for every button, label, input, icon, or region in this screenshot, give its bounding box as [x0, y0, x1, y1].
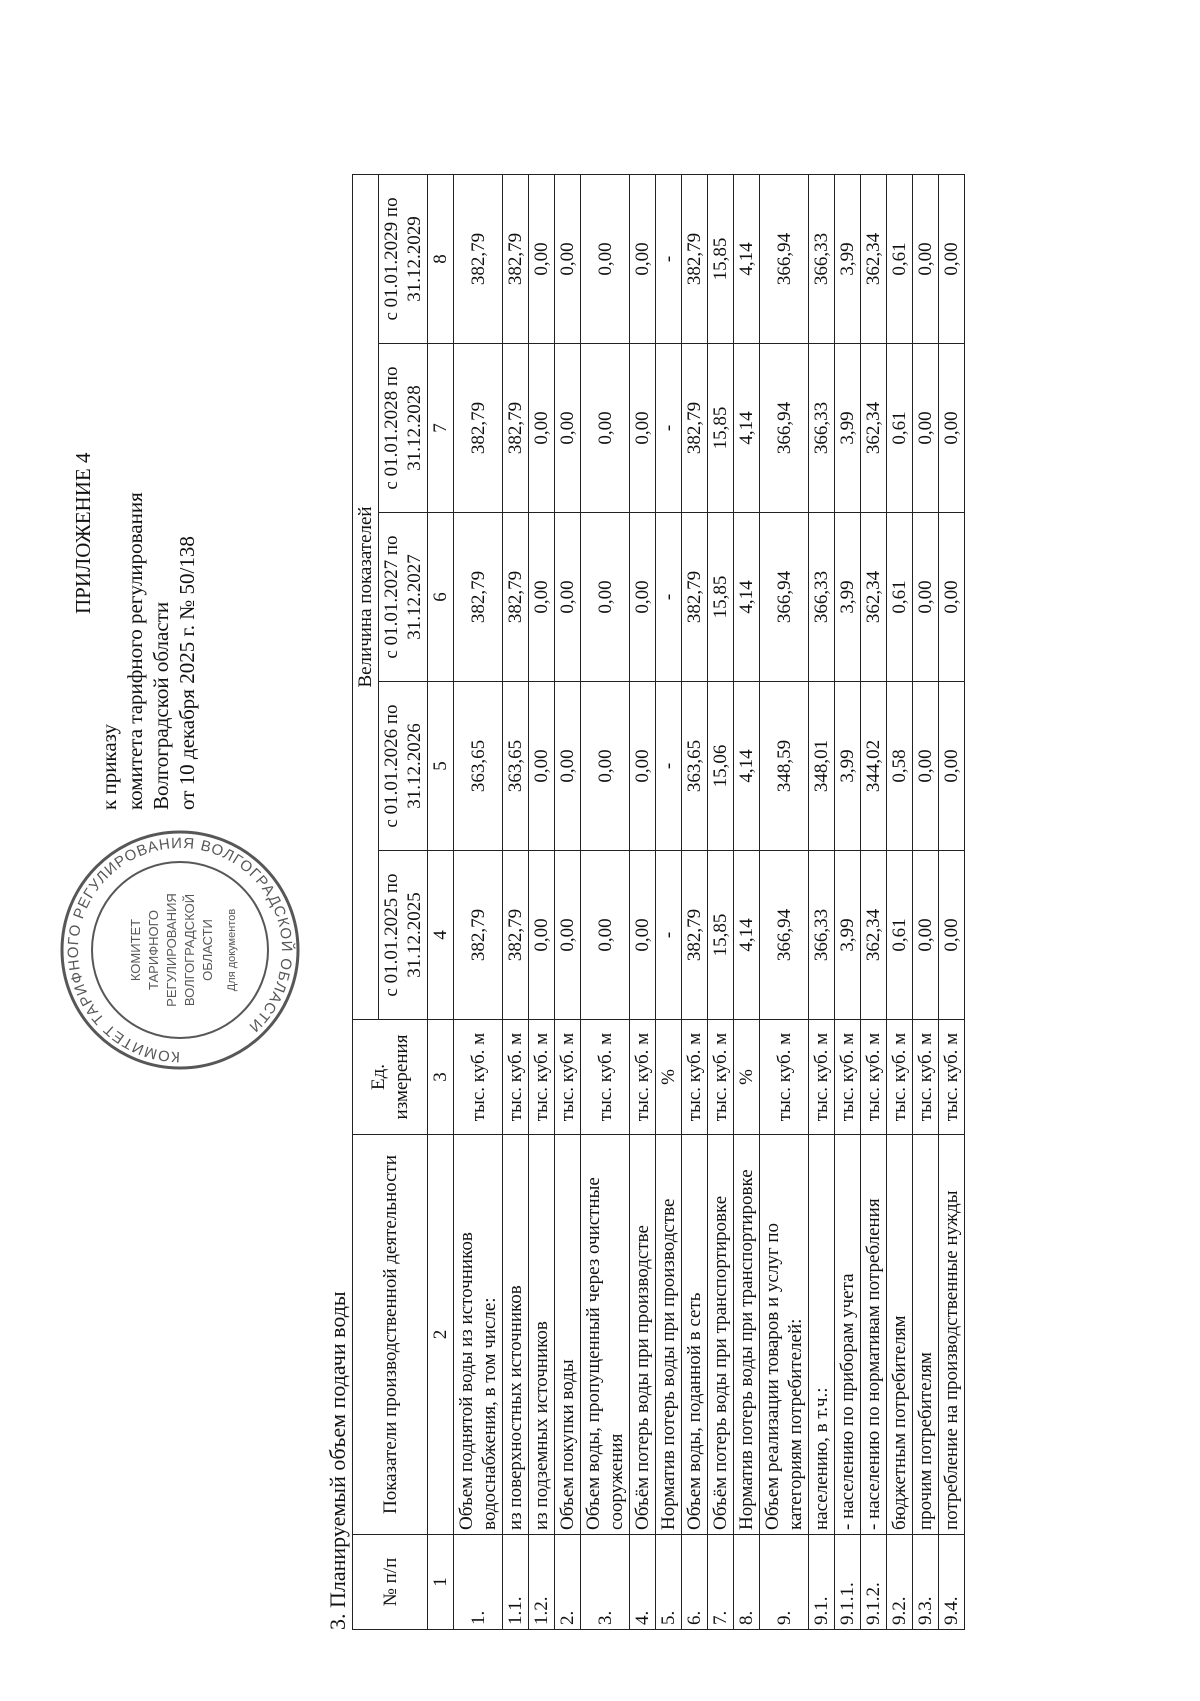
rotated-document-page — [45, 160, 1165, 1640]
row-value: 0,00 — [529, 174, 555, 343]
row-unit: тыс. куб. м — [708, 1020, 734, 1135]
row-value: 0,00 — [555, 344, 581, 513]
table-row — [708, 174, 734, 1629]
row-value: 348,01 — [809, 682, 835, 851]
row-value: 362,34 — [861, 851, 887, 1020]
row-value: 3,99 — [835, 174, 861, 343]
table-row — [835, 174, 861, 1629]
table-row — [555, 174, 581, 1629]
row-unit: тыс. куб. м — [581, 1020, 630, 1135]
row-value: 15,85 — [708, 344, 734, 513]
row-indicator-name: населению, в т.ч.: — [809, 1135, 835, 1535]
row-value: 362,34 — [861, 344, 887, 513]
row-number: 2. — [555, 1535, 581, 1630]
row-indicator-name: из подземных источников — [529, 1135, 555, 1535]
row-unit: % — [734, 1020, 760, 1135]
row-unit: тыс. куб. м — [760, 1020, 809, 1135]
table-row — [939, 174, 965, 1629]
row-value: 382,79 — [454, 513, 503, 682]
row-value: 0,00 — [630, 344, 656, 513]
row-indicator-name: Объем реализации товаров и услуг по категориям потребителей: — [760, 1135, 809, 1535]
row-value: 0,00 — [581, 513, 630, 682]
row-number: 1.1. — [503, 1535, 529, 1630]
appendix-header — [70, 190, 200, 810]
row-value: 0,00 — [581, 682, 630, 851]
row-number: 7. — [708, 1535, 734, 1630]
row-value: 0,00 — [913, 851, 939, 1020]
row-value: 0,00 — [630, 174, 656, 343]
row-unit: тыс. куб. м — [939, 1020, 965, 1135]
colnum-cell: 1 — [428, 1535, 454, 1630]
row-value: 3,99 — [835, 344, 861, 513]
row-number: 9.2. — [887, 1535, 913, 1630]
row-value: 4,14 — [734, 682, 760, 851]
seal-inner-line-5: ОБЛАСТИ — [200, 919, 215, 981]
row-value: 4,14 — [734, 174, 760, 343]
row-unit: тыс. куб. м — [503, 1020, 529, 1135]
row-number: 9.1.2. — [861, 1535, 887, 1630]
row-value: 0,61 — [887, 851, 913, 1020]
seal-inner-line-6: Для документов — [226, 908, 238, 992]
row-value: 0,00 — [913, 174, 939, 343]
row-number: 9.3. — [913, 1535, 939, 1630]
row-value: 0,00 — [529, 851, 555, 1020]
table-row — [760, 174, 809, 1629]
header-period-2028: с 01.01.2028 по 31.12.2028 — [379, 344, 428, 513]
row-number: 6. — [682, 1535, 708, 1630]
row-indicator-name: потребление на производственные нужды — [939, 1135, 965, 1535]
table-row — [581, 174, 630, 1629]
header-unit: Ед. измерения — [353, 1020, 428, 1135]
table-row — [682, 174, 708, 1629]
row-value: 366,94 — [760, 174, 809, 343]
colnum-cell: 3 — [428, 1020, 454, 1135]
row-value: 0,00 — [913, 513, 939, 682]
colnum-cell: 5 — [428, 682, 454, 851]
row-number: 1. — [454, 1535, 503, 1630]
row-value: 4,14 — [734, 851, 760, 1020]
row-value: 0,00 — [939, 344, 965, 513]
row-value: 0,00 — [529, 344, 555, 513]
row-value: 0,00 — [555, 851, 581, 1020]
row-value: 0,00 — [913, 682, 939, 851]
table-row — [529, 174, 555, 1629]
row-unit: тыс. куб. м — [529, 1020, 555, 1135]
row-value: 0,00 — [529, 513, 555, 682]
row-value: 382,79 — [682, 851, 708, 1020]
row-value: 0,00 — [529, 682, 555, 851]
row-value: 0,00 — [630, 682, 656, 851]
row-value: 363,65 — [682, 682, 708, 851]
row-value: 363,65 — [503, 682, 529, 851]
table-row — [503, 174, 529, 1629]
row-unit: тыс. куб. м — [861, 1020, 887, 1135]
row-indicator-name: Объем воды, поданной в сеть — [682, 1135, 708, 1535]
row-value: 15,06 — [708, 682, 734, 851]
column-number-row — [428, 174, 454, 1629]
row-value: 0,61 — [887, 344, 913, 513]
row-value: 362,34 — [861, 513, 887, 682]
row-indicator-name: из поверхностных источников — [503, 1135, 529, 1535]
appendix-line-3: Волгоградской области — [149, 601, 173, 810]
row-value: 366,33 — [809, 344, 835, 513]
row-value: 362,34 — [861, 174, 887, 343]
row-value: 0,00 — [555, 682, 581, 851]
seal-inner-line-1: КОМИТЕТ — [128, 918, 143, 982]
row-unit: % — [656, 1020, 682, 1135]
water-supply-table — [352, 174, 965, 1630]
section-title: 3. Планируемый объем подачи воды — [325, 1291, 350, 1630]
row-value: 382,79 — [503, 513, 529, 682]
row-unit: тыс. куб. м — [887, 1020, 913, 1135]
header-period-2025: с 01.01.2025 по 31.12.2025 — [379, 851, 428, 1020]
row-number: 9. — [760, 1535, 809, 1630]
row-value: 3,99 — [835, 682, 861, 851]
row-value: - — [656, 682, 682, 851]
seal-inner-line-2: ТАРИФНОГО — [146, 910, 161, 990]
table-row — [809, 174, 835, 1629]
row-unit: тыс. куб. м — [555, 1020, 581, 1135]
row-unit: тыс. куб. м — [913, 1020, 939, 1135]
table-row — [887, 174, 913, 1629]
row-value: 0,00 — [913, 344, 939, 513]
row-value: 382,79 — [454, 344, 503, 513]
header-period-2029: с 01.01.2029 по 31.12.2029 — [379, 174, 428, 343]
row-value: 0,61 — [887, 174, 913, 343]
seal-inner-line-3: РЕГУЛИРОВАНИЯ — [164, 893, 179, 1007]
row-value: 0,00 — [630, 851, 656, 1020]
row-value: 366,94 — [760, 513, 809, 682]
row-value: - — [656, 851, 682, 1020]
row-indicator-name: прочим потребителям — [913, 1135, 939, 1535]
row-value: 382,79 — [454, 174, 503, 343]
row-value: 15,85 — [708, 174, 734, 343]
header-num: № п/п — [353, 1535, 428, 1630]
row-value: 382,79 — [682, 513, 708, 682]
row-number: 1.2. — [529, 1535, 555, 1630]
row-value: 0,00 — [581, 174, 630, 343]
row-value: 382,79 — [682, 174, 708, 343]
row-value: 382,79 — [503, 344, 529, 513]
row-indicator-name: бюджетным потребителям — [887, 1135, 913, 1535]
row-indicator-name: Норматив потерь воды при производстве — [656, 1135, 682, 1535]
row-indicator-name: Объем воды, пропущенный через очистные сооружения — [581, 1135, 630, 1535]
appendix-line-1: к приказу — [97, 724, 121, 810]
row-indicator-name: - населению по нормативам потребления — [861, 1135, 887, 1535]
row-value: 366,94 — [760, 344, 809, 513]
table-row — [454, 174, 503, 1629]
row-value: 0,00 — [630, 513, 656, 682]
row-value: 0,00 — [939, 174, 965, 343]
row-unit: тыс. куб. м — [835, 1020, 861, 1135]
row-unit: тыс. куб. м — [630, 1020, 656, 1135]
row-number: 4. — [630, 1535, 656, 1630]
row-number: 9.4. — [939, 1535, 965, 1630]
row-value: 3,99 — [835, 851, 861, 1020]
appendix-line-2: комитета тарифного регулирования — [123, 492, 147, 810]
row-value: 0,00 — [939, 851, 965, 1020]
row-indicator-name: Объём потерь воды при производстве — [630, 1135, 656, 1535]
colnum-cell: 8 — [428, 174, 454, 343]
row-value: 0,00 — [939, 513, 965, 682]
row-value: 382,79 — [503, 174, 529, 343]
row-value: - — [656, 174, 682, 343]
row-value: 3,99 — [835, 513, 861, 682]
table-row — [913, 174, 939, 1629]
table-header-row — [353, 174, 379, 1629]
row-value: 366,33 — [809, 174, 835, 343]
seal-inner-line-4: ВОЛГОГРАДСКОЙ — [182, 893, 197, 1007]
table-row — [861, 174, 887, 1629]
table-row — [656, 174, 682, 1629]
row-value: 348,59 — [760, 682, 809, 851]
colnum-cell: 6 — [428, 513, 454, 682]
row-number: 8. — [734, 1535, 760, 1630]
row-number: 9.1.1. — [835, 1535, 861, 1630]
header-indicator: Показатели производственной деятельности — [353, 1135, 428, 1535]
colnum-cell: 2 — [428, 1135, 454, 1535]
seal-outer-ring — [62, 832, 298, 1068]
row-unit: тыс. куб. м — [454, 1020, 503, 1135]
seal-inner-ring — [92, 862, 268, 1038]
row-value: 344,02 — [861, 682, 887, 851]
row-value: 0,61 — [887, 513, 913, 682]
row-value: 0,00 — [581, 344, 630, 513]
row-value: 382,79 — [454, 851, 503, 1020]
header-period-2026: с 01.01.2026 по 31.12.2026 — [379, 682, 428, 851]
row-number: 3. — [581, 1535, 630, 1630]
header-values-group: Величина показателей — [353, 174, 379, 1019]
row-value: 0,00 — [555, 174, 581, 343]
row-value: 15,85 — [708, 513, 734, 682]
table-row — [630, 174, 656, 1629]
row-value: 366,33 — [809, 851, 835, 1020]
appendix-title: ПРИЛОЖЕНИЕ 4 — [71, 452, 95, 614]
row-value: 0,00 — [939, 682, 965, 851]
row-value: - — [656, 344, 682, 513]
row-number: 9.1. — [809, 1535, 835, 1630]
row-indicator-name: Объем поднятой воды из источников водоснабжения, в том числе: — [454, 1135, 503, 1535]
row-value: 363,65 — [454, 682, 503, 851]
row-value: 0,00 — [581, 851, 630, 1020]
colnum-cell: 7 — [428, 344, 454, 513]
table-row — [734, 174, 760, 1629]
row-value: 15,85 — [708, 851, 734, 1020]
row-indicator-name: Объём потерь воды при транспортировке — [708, 1135, 734, 1535]
colnum-cell: 4 — [428, 851, 454, 1020]
seal-outer-text: КОМИТЕТ ТАРИФНОГО РЕГУЛИРОВАНИЯ ВОЛГОГРАДСКОЙ ОБЛАСТИ — [64, 834, 296, 1066]
row-value: 0,58 — [887, 682, 913, 851]
header-period-2027: с 01.01.2027 по 31.12.2027 — [379, 513, 428, 682]
row-value: - — [656, 513, 682, 682]
row-unit: тыс. куб. м — [682, 1020, 708, 1135]
row-value: 382,79 — [503, 851, 529, 1020]
official-seal-stamp — [55, 825, 305, 1075]
row-value: 366,94 — [760, 851, 809, 1020]
row-value: 366,33 — [809, 513, 835, 682]
row-value: 382,79 — [682, 344, 708, 513]
row-unit: тыс. куб. м — [809, 1020, 835, 1135]
row-indicator-name: Объем покупки воды — [555, 1135, 581, 1535]
row-value: 0,00 — [555, 513, 581, 682]
row-value: 4,14 — [734, 344, 760, 513]
row-indicator-name: Норматив потерь воды при транспортировке — [734, 1135, 760, 1535]
appendix-line-4: от 10 декабря 2025 г. № 50/138 — [175, 536, 199, 810]
row-indicator-name: - населению по приборам учета — [835, 1135, 861, 1535]
row-number: 5. — [656, 1535, 682, 1630]
row-value: 4,14 — [734, 513, 760, 682]
